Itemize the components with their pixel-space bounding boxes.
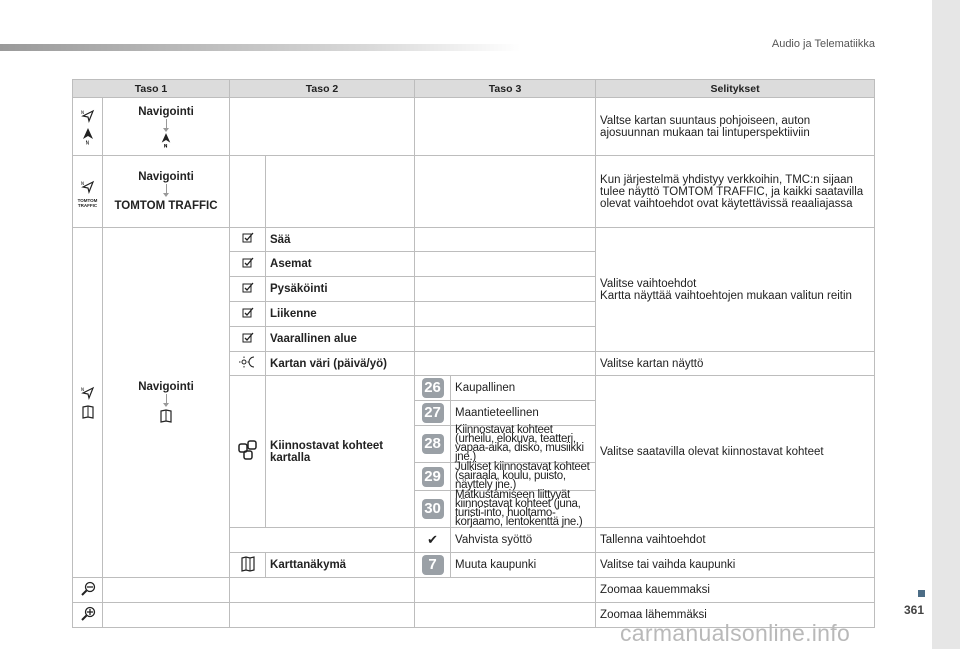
svg-text:N: N (85, 140, 89, 145)
zoom-in-icon (80, 606, 96, 622)
level3-label: Maantieteellinen (451, 401, 596, 426)
col-header: Taso 1 (73, 80, 230, 98)
checkbox-icon (242, 332, 254, 344)
number-badge: 7 (422, 555, 444, 575)
description-cell: Tallenna vaihtoehdot (596, 528, 875, 553)
flow-arrow-icon (166, 119, 167, 129)
checkbox-icon (242, 257, 254, 269)
checkbox-icon (242, 307, 254, 319)
number-badge: 28 (422, 434, 444, 454)
table-row (73, 156, 875, 228)
svg-text:N: N (163, 143, 168, 148)
map-view-icon (240, 556, 256, 572)
header-decor-bar (0, 44, 520, 51)
level3-label: Kaupallinen (451, 376, 596, 401)
svg-text:N: N (80, 109, 84, 115)
tomtom-logo-icon: TOMTOM TRAFFIC (77, 197, 98, 208)
compass-arrow-icon (81, 109, 95, 123)
level3-label: Julkiset kiinnostavat kohteet (sairaala, koulu, puisto, näyttely jne.) (451, 463, 596, 491)
checkbox-icon (242, 232, 254, 244)
page-marker-square (918, 590, 925, 597)
row-icon-cell (73, 156, 103, 228)
navigation-label: Navigointi (138, 171, 194, 183)
level3-label: Kiinnostavat kohteet (urheilu, elokuva, teatteri, vapaa-aika, disko, musiikki jne.) (451, 426, 596, 463)
day-night-icon (239, 356, 257, 368)
watermark-text: carmanualsonline.info (620, 620, 851, 646)
compass-arrow-icon (81, 180, 95, 194)
level2-label: Kiinnostavat kohteet kartalla (266, 376, 415, 528)
flow-arrow-icon (166, 184, 167, 194)
level2-label: Vaarallinen alue (266, 327, 415, 352)
number-badge: 27 (422, 403, 444, 423)
right-margin-strip (932, 0, 960, 649)
zoom-out-icon (80, 581, 96, 597)
table-row (73, 98, 875, 156)
level1-cell (103, 98, 230, 156)
number-badge: 30 (422, 499, 444, 519)
description-cell: Valitse saatavilla olevat kiinnostavat kohteet (596, 376, 875, 528)
svg-text:N: N (80, 180, 84, 186)
number-badge: 29 (422, 467, 444, 487)
level2-label: Sää (266, 228, 415, 252)
level2-label: Kartan väri (päivä/yö) (266, 352, 415, 376)
navigation-label: Navigointi (138, 105, 194, 118)
description-cell: Valitse tai vaihda kaupunki (596, 553, 875, 578)
checkmark-icon: ✔ (427, 532, 438, 547)
level1-cell (103, 228, 230, 578)
level1-cell (103, 156, 230, 228)
level3-label: Vahvista syöttö (451, 528, 596, 553)
description-cell: Valitse kartan näyttö (596, 352, 875, 376)
level3-label: Muuta kaupunki (451, 553, 596, 578)
level3-label: Matkustamiseen liittyvät kiinnostavat kohteet (juna, turisti-into, huoltamo-korjaamo, lentokenttä jne.) (451, 491, 596, 528)
number-badge: 26 (422, 378, 444, 398)
description-cell: Valitse vaihtoehdot Kartta näyttää vaihtoehtojen mukaan valitun reitin (596, 228, 875, 352)
north-arrow-icon (160, 132, 172, 148)
description-cell: Zoomaa kauemmaksi (596, 578, 875, 603)
checkbox-icon (242, 282, 254, 294)
description-cell: Valtse kartan suuntaus pohjoiseen, auton ajosuunnan mukaan tai lintuperspektiiviin (596, 98, 875, 156)
col-header: Taso 3 (415, 80, 596, 98)
map-settings-icon (158, 408, 174, 424)
north-arrow-icon (81, 127, 95, 145)
level2-label: Liikenne (266, 302, 415, 327)
row-icon-cell (73, 98, 103, 156)
compass-arrow-icon (81, 386, 95, 400)
row-icon-cell (73, 228, 103, 578)
poi-icon (237, 439, 259, 461)
level2-label: Pysäköinti (266, 277, 415, 302)
page-number: 361 (904, 603, 925, 617)
description-cell: Zoomaa lähemmäksi (596, 603, 875, 628)
page-header-title: Audio ja Telematiikka (771, 38, 875, 50)
description-cell: Kun järjestelmä yhdistyy verkkoihin, TMC:n sijaan tulee näyttö TOMTOM TRAFFIC, ja kaikki saatavilla olevat vaihtoehdot ovat käytettävissä reaaliajassa (596, 156, 875, 228)
table-row (73, 578, 875, 603)
flow-arrow-icon (166, 394, 167, 404)
table-header-row (73, 80, 875, 98)
navigation-label: Navigointi (138, 381, 194, 393)
svg-text:N: N (80, 386, 84, 392)
map-settings-icon (80, 404, 96, 420)
tomtom-traffic-label: TOMTOM TRAFFIC (114, 200, 218, 212)
col-header: Selitykset (596, 80, 875, 98)
level2-label: Karttanäkymä (266, 553, 415, 578)
table-row (73, 228, 875, 252)
menu-table (72, 79, 875, 628)
col-header: Taso 2 (230, 80, 415, 98)
level2-label: Asemat (266, 252, 415, 277)
